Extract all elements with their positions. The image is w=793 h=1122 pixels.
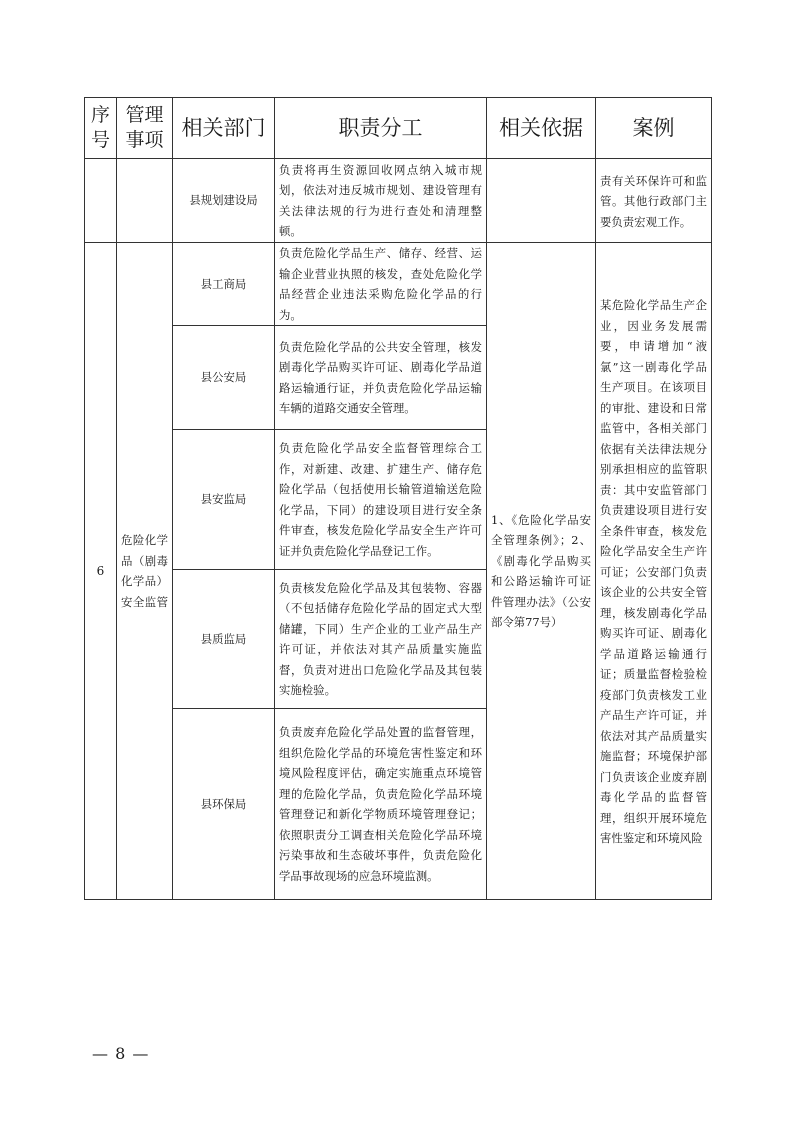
duty-table	[84, 97, 712, 900]
page-number: — 8 —	[92, 1044, 150, 1063]
duty-cell: 负责危险化学品生产、储存、经营、运输企业营业执照的核发，查处危险化学品经营企业违法采购危险化学品的行为。	[275, 243, 487, 326]
dept-cell: 县环保局	[173, 709, 275, 900]
header-basis: 相关依据	[487, 98, 596, 159]
duty-cell: 负责废弃危险化学品处置的监督管理，组织危险化学品的环境危害性鉴定和环境风险程度评估，确定实施重点环境管理的危险化学品，负责危险化学品环境管理登记和新化学物质环境管理登记；依照职责分工调查相关危险化学品环境污染事故和生态破坏事件，负责危险化学品事故现场的应急环境监测。	[275, 709, 487, 900]
basis-cell: 1、《危险化学品安全管理条例》；2、《剧毒化学品购买和公路运输许可证件管理办法》（公安部令第77号）	[487, 243, 596, 900]
cell-empty-item	[117, 159, 173, 243]
duty-cell: 负责将再生资源回收网点纳入城市规划，依法对违反城市规划、建设管理有关法律法规的行为进行查处和清理整顿。	[275, 159, 487, 243]
header-seq	[85, 98, 117, 159]
header-case: 案例	[596, 98, 712, 159]
cell-empty-seq	[85, 159, 117, 243]
cell-empty-basis	[487, 159, 596, 243]
header-seq-line1: 序	[90, 104, 110, 126]
header-seq-line2: 号	[90, 129, 110, 151]
duty-cell: 负责危险化学品安全监督管理综合工作，对新建、改建、扩建生产、储存危险化学品（包括使用长输管道输送危险化学品，下同）的建设项目进行安全条件审查，核发危险化学品安全生产许可证并负责危险化学品登记工作。	[275, 430, 487, 570]
case-text: 责有关环保许可和监管。其他行政部门主要负责宏观工作。	[600, 173, 707, 229]
case-text: 某危险化学品生产企业，因业务发展需要，申请增加“液氯”这一剧毒化学品生产项目。在该项目的审批、建设和日常监管中，各相关部门依据有关法律法规分别承担相应的监管职责：其中安监管部门负责建设项目进行安全条件审查，核发危险化学品安全生产许可证；公安部门负责该企业的公共安全管理，核发剧毒化学品购买许可证、剧毒化学品道路运输通行证；质量监督检验检疫部门负责核发工业产品生产许可证，并依法对其产品质量实施监督；环境保护部门负责该企业废弃剧毒化学品的监督管理，组织开展环境危害性鉴定和环境风险	[600, 298, 707, 846]
header-duty: 职责分工	[275, 98, 487, 159]
dept-cell: 县公安局	[173, 326, 275, 430]
dept-cell: 县工商局	[173, 243, 275, 326]
header-item	[117, 98, 173, 159]
table-row	[85, 243, 712, 326]
row-number: 6	[85, 243, 117, 900]
duty-cell: 负责危险化学品的公共安全管理，核发剧毒化学品购买许可证、剧毒化学品道路运输通行证，并负责危险化学品运输车辆的道路交通安全管理。	[275, 326, 487, 430]
header-item-line2: 事项	[125, 129, 164, 151]
case-cell	[596, 243, 712, 900]
dept-cell: 县规划建设局	[173, 159, 275, 243]
header-row	[85, 98, 712, 159]
dept-cell: 县质监局	[173, 570, 275, 709]
case-cell	[596, 159, 712, 243]
table-row	[85, 159, 712, 243]
duty-cell: 负责核发危险化学品及其包装物、容器（不包括储存危险化学品的固定式大型储罐，下同）生产企业的工业产品生产许可证，并依法对其产品质量实施监督，负责对进出口危险化学品及其包装实施检验。	[275, 570, 487, 709]
header-item-line1: 管理	[125, 104, 164, 126]
management-item: 危险化学品（剧毒化学品）安全监管	[117, 243, 173, 900]
header-dept: 相关部门	[173, 98, 275, 159]
dept-cell: 县安监局	[173, 430, 275, 570]
